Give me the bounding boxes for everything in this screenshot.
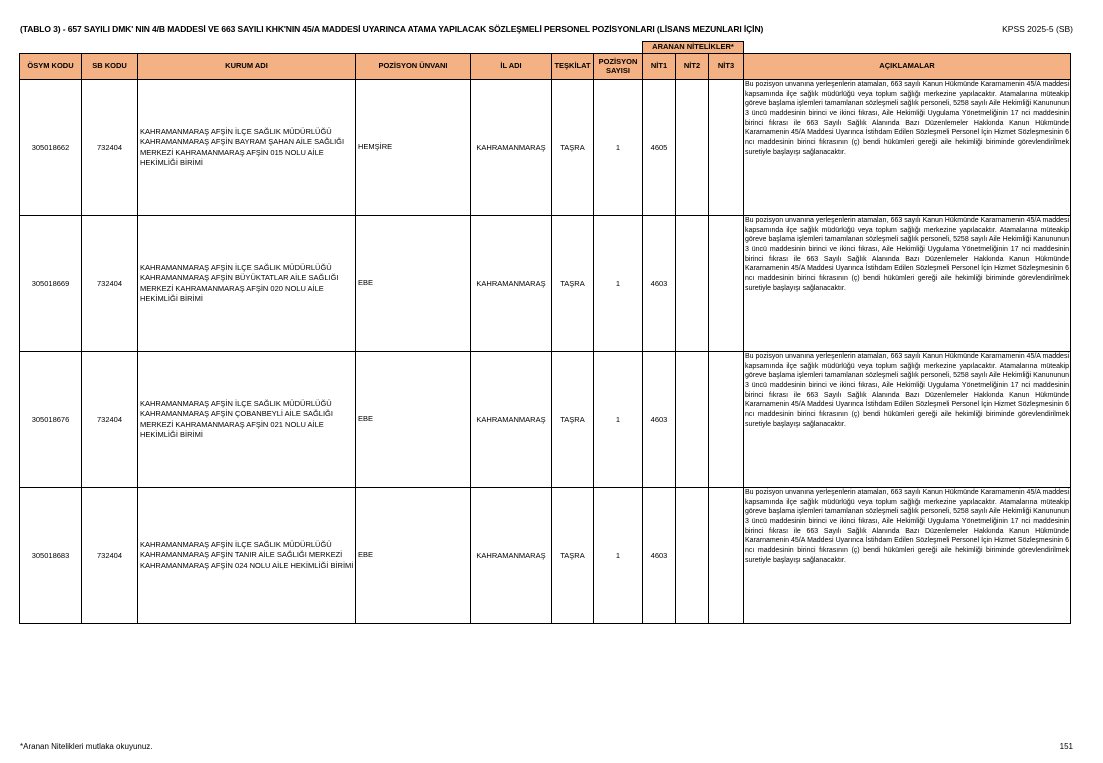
cell-aciklama: Bu pozisyon unvanına yerleşenlerin atamaları, 663 sayılı Kanun Hükmünde Kararnamenin 45/A maddesi kapsamında ilçe sağlık müdürlüğü veya toplum sağlığı merkezine yapılacaktır. Atamalarına müteakip göreve başlama işlemleri tamamlanan sözleşmeli sağlık personeli, 5258 sayılı Aile Hekimliği Kanununun 3 üncü maddesinin birinci ve ikinci fıkrası, Aile Hekimliği Uygulama Yönetmeliğinin 17 nci maddesinin birinci fıkrası ile 663 Sayılı Sağlık Alanında Bazı Düzenlemeler Hakkında Kanun Hükmünde Kararnamenin 45/A Maddesi Uyarınca İstihdam Edilen Sözleşmeli Personel İçin Hizmet Sözleşmesinin 6 ncı maddesinin birinci fıkrasının (ç) bendi hükümleri gereği aile hekimliği biriminde görevlendirilmek suretiyle başlayışı sağlanacaktır. <box>744 488 1071 624</box>
cell-kurum: KAHRAMANMARAŞ AFŞİN İLÇE SAĞLIK MÜDÜRLÜĞÜ KAHRAMANMARAŞ AFŞİN BAYRAM ŞAHAN AİLE SAĞLIĞI MERKEZİ KAHRAMANMARAŞ AFŞİN 015 NOLU AİLE HEKİMLİĞİ BİRİMİ <box>138 80 356 216</box>
header-spacer <box>744 42 1071 54</box>
cell-nit1: 4603 <box>643 352 676 488</box>
cell-aciklama: Bu pozisyon unvanına yerleşenlerin atamaları, 663 sayılı Kanun Hükmünde Kararnamenin 45/A maddesi kapsamında ilçe sağlık müdürlüğü veya toplum sağlığı merkezine yapılacaktır. Atamalarına müteakip göreve başlama işlemleri tamamlanan sözleşmeli sağlık personeli, 5258 sayılı Aile Hekimliği Kanununun 3 üncü maddesinin birinci ve ikinci fıkrası, Aile Hekimliği Uygulama Yönetmeliğinin 17 nci maddesinin birinci fıkrası ile 663 Sayılı Sağlık Alanında Bazı Düzenlemeler Hakkında Kanun Hükmünde Kararnamenin 45/A Maddesi Uyarınca İstihdam Edilen Sözleşmeli Personel İçin Hizmet Sözleşmesinin 6 ncı maddesinin birinci fıkrasının (ç) bendi hükümleri gereği aile hekimliği biriminde görevlendirilmek suretiyle başlayışı sağlanacaktır. <box>744 216 1071 352</box>
cell-teskilat: TAŞRA <box>552 352 594 488</box>
cell-kurum: KAHRAMANMARAŞ AFŞİN İLÇE SAĞLIK MÜDÜRLÜĞÜ KAHRAMANMARAŞ AFŞİN TANIR AİLE SAĞLIĞI MERKEZİ KAHRAMANMARAŞ AFŞİN 024 NOLU AİLE HEKİMLİĞİ BİRİMİ <box>138 488 356 624</box>
col-header-il: İL ADI <box>471 54 552 80</box>
col-header-pozisyon: POZİSYON ÜNVANI <box>356 54 471 80</box>
cell-nit1: 4605 <box>643 80 676 216</box>
cell-kurum: KAHRAMANMARAŞ AFŞİN İLÇE SAĞLIK MÜDÜRLÜĞÜ KAHRAMANMARAŞ AFŞİN ÇOBANBEYLİ AİLE SAĞLIĞI MERKEZİ KAHRAMANMARAŞ AFŞİN 021 NOLU AİLE HEKİMLİĞİ BİRİMİ <box>138 352 356 488</box>
cell-nit3 <box>709 80 744 216</box>
cell-sayi: 1 <box>594 80 643 216</box>
table-row <box>20 488 1071 624</box>
cell-sb: 732404 <box>82 80 138 216</box>
cell-sayi: 1 <box>594 488 643 624</box>
table-row <box>20 80 1071 216</box>
col-header-nit1: NİT1 <box>643 54 676 80</box>
cell-nit2 <box>676 216 709 352</box>
cell-sb: 732404 <box>82 352 138 488</box>
cell-nit3 <box>709 488 744 624</box>
footnote: *Aranan Nitelikleri mutlaka okuyunuz. <box>20 742 153 751</box>
cell-il: KAHRAMANMARAŞ <box>471 352 552 488</box>
cell-kurum: KAHRAMANMARAŞ AFŞİN İLÇE SAĞLIK MÜDÜRLÜĞÜ KAHRAMANMARAŞ AFŞİN BÜYÜKTATLAR AİLE SAĞLIĞI MERKEZİ KAHRAMANMARAŞ AFŞİN 020 NOLU AİLE HEKİMLİĞİ BİRİMİ <box>138 216 356 352</box>
header-spacer <box>20 42 643 54</box>
cell-sayi: 1 <box>594 216 643 352</box>
cell-teskilat: TAŞRA <box>552 488 594 624</box>
cell-nit3 <box>709 216 744 352</box>
cell-pozisyon: HEMŞİRE <box>356 80 471 216</box>
cell-aciklama: Bu pozisyon unvanına yerleşenlerin atamaları, 663 sayılı Kanun Hükmünde Kararnamenin 45/A maddesi kapsamında ilçe sağlık müdürlüğü veya toplum sağlığı merkezine yapılacaktır. Atamalarına müteakip göreve başlama işlemleri tamamlanan sözleşmeli sağlık personeli, 5258 sayılı Aile Hekimliği Kanununun 3 üncü maddesinin birinci ve ikinci fıkrası, Aile Hekimliği Uygulama Yönetmeliğinin 17 nci maddesinin birinci fıkrası ile 663 Sayılı Sağlık Alanında Bazı Düzenlemeler Hakkında Kanun Hükmünde Kararnamenin 45/A Maddesi Uyarınca İstihdam Edilen Sözleşmeli Personel İçin Hizmet Sözleşmesinin 6 ncı maddesinin birinci fıkrasının (ç) bendi hükümleri gereği aile hekimliği biriminde görevlendirilmek suretiyle başlayışı sağlanacaktır. <box>744 80 1071 216</box>
cell-nit2 <box>676 488 709 624</box>
cell-nit2 <box>676 80 709 216</box>
table-row <box>20 352 1071 488</box>
positions-table <box>19 41 1071 624</box>
group-header-aranan-nitelikler: ARANAN NİTELİKLER* <box>643 42 744 54</box>
col-header-teskilat: TEŞKİLAT <box>552 54 594 80</box>
col-header-nit2: NİT2 <box>676 54 709 80</box>
cell-sb: 732404 <box>82 216 138 352</box>
cell-il: KAHRAMANMARAŞ <box>471 80 552 216</box>
col-header-nit3: NİT3 <box>709 54 744 80</box>
cell-il: KAHRAMANMARAŞ <box>471 216 552 352</box>
cell-pozisyon: EBE <box>356 488 471 624</box>
cell-aciklama: Bu pozisyon unvanına yerleşenlerin atamaları, 663 sayılı Kanun Hükmünde Kararnamenin 45/A maddesi kapsamında ilçe sağlık müdürlüğü veya toplum sağlığı merkezine yapılacaktır. Atamalarına müteakip göreve başlama işlemleri tamamlanan sözleşmeli sağlık personeli, 5258 sayılı Aile Hekimliği Kanununun 3 üncü maddesinin birinci ve ikinci fıkrası, Aile Hekimliği Uygulama Yönetmeliğinin 17 nci maddesinin birinci fıkrası ile 663 Sayılı Sağlık Alanında Bazı Düzenlemeler Hakkında Kanun Hükmünde Kararnamenin 45/A Maddesi Uyarınca İstihdam Edilen Sözleşmeli Personel İçin Hizmet Sözleşmesinin 6 ncı maddesinin birinci fıkrasının (ç) bendi hükümleri gereği aile hekimliği biriminde görevlendirilmek suretiyle başlayışı sağlanacaktır. <box>744 352 1071 488</box>
page-title: (TABLO 3) - 657 SAYILI DMK' NIN 4/B MADDESİ VE 663 SAYILI KHK'NIN 45/A MADDESİ UYARINCA ATAMA YAPILACAK SÖZLEŞMELİ PERSONEL POZİSYONLARI (LİSANS MEZUNLARI İÇİN) <box>20 24 764 34</box>
exam-label: KPSS 2025-5 (SB) <box>1002 24 1073 34</box>
cell-sb: 732404 <box>82 488 138 624</box>
col-header-sb: SB KODU <box>82 54 138 80</box>
cell-osym: 305018669 <box>20 216 82 352</box>
cell-teskilat: TAŞRA <box>552 80 594 216</box>
col-header-sayi: POZİSYON SAYISI <box>594 54 643 80</box>
cell-pozisyon: EBE <box>356 352 471 488</box>
cell-nit1: 4603 <box>643 216 676 352</box>
cell-nit2 <box>676 352 709 488</box>
col-header-kurum: KURUM ADI <box>138 54 356 80</box>
col-header-osym: ÖSYM KODU <box>20 54 82 80</box>
cell-osym: 305018676 <box>20 352 82 488</box>
cell-osym: 305018683 <box>20 488 82 624</box>
cell-nit1: 4603 <box>643 488 676 624</box>
cell-osym: 305018662 <box>20 80 82 216</box>
cell-nit3 <box>709 352 744 488</box>
cell-sayi: 1 <box>594 352 643 488</box>
table-row <box>20 216 1071 352</box>
cell-pozisyon: EBE <box>356 216 471 352</box>
cell-il: KAHRAMANMARAŞ <box>471 488 552 624</box>
cell-teskilat: TAŞRA <box>552 216 594 352</box>
page-number: 151 <box>1059 742 1073 751</box>
col-header-aciklama: AÇIKLAMALAR <box>744 54 1071 80</box>
